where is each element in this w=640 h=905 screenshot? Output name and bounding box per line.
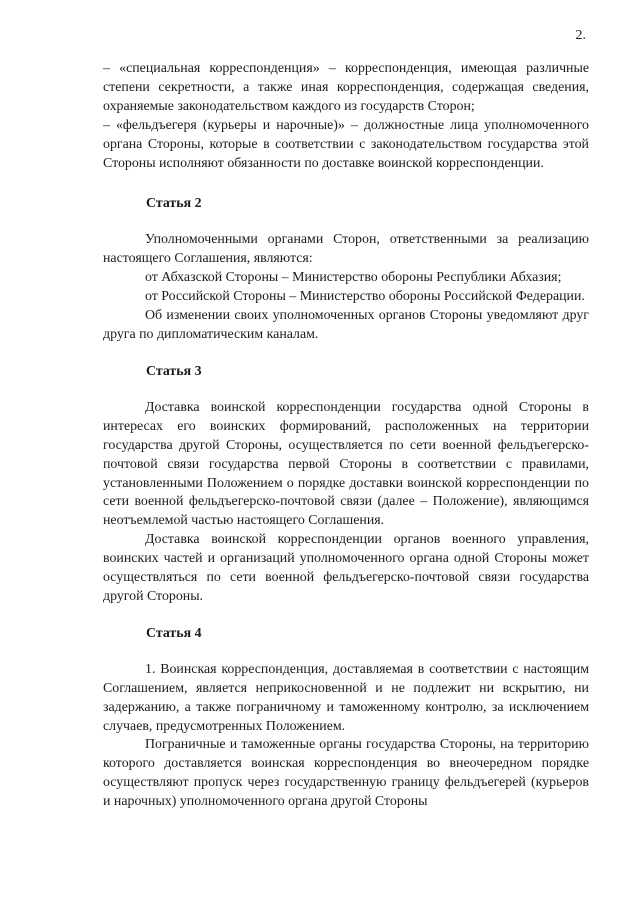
article-4-heading: Статья 4 <box>146 625 202 641</box>
document-body <box>103 60 589 812</box>
definition-special-correspondence: – «специальная корреспонденция» – корреспонденция, имеющая различные степени секретности, а также иная корреспонденция, содержащая сведения, охраняемые законодательством каждого из государств Сторон; <box>103 61 589 114</box>
article-4-paragraph: 1. Воинская корреспонденция, доставляемая в соответствии с настоящим Соглашением, является неприкосновенной и не подлежит ни вскрытию, ни задержанию, а также пограничному и таможенному контролю, за исключением случаев, предусмотренных Положением. <box>103 661 589 734</box>
definition-couriers: – «фельдъегеря (курьеры и нарочные)» – должностные лица уполномоченного органа Стороны, которые в соответствии с законодательством государства этой Стороны исполняют обязанности по доставке воинской корреспонденции. <box>103 117 589 171</box>
article-3-paragraph: Доставка воинской корреспонденции государства одной Стороны в интересах его воинских формирований, расположенных на территории государства другой Стороны, осуществляется по сети военной фельдъегерско-почтовой связи государства первой Стороны в соответствии с правилами, установленными Положением о порядке доставки воинской корреспонденции по сети военной фельдъегерско-почтовой связи (далее – Положение), являющимся неотъемлемой частью настоящего Соглашения. <box>103 399 589 529</box>
article-3-paragraph: Доставка воинской корреспонденции органов военного управления, воинских частей и организаций уполномоченного органа одной Стороны может осуществляться по сети военной фельдъегерско-почтовой связи государства другой Стороны. <box>103 532 589 604</box>
article-2-paragraph: Об изменении своих уполномоченных органов Стороны уведомляют друг друга по дипломатическим каналам. <box>103 308 589 342</box>
article-2-heading: Статья 2 <box>146 196 202 212</box>
article-2-paragraph: от Абхазской Стороны – Министерство обороны Республики Абхазия; <box>145 270 562 286</box>
article-4-paragraph: Пограничные и таможенные органы государства Стороны, на территорию которого доставляется воинская корреспонденция во внеочередном порядке осуществляют пропуск через государственную границу фельдъегерей (курьеров и нарочных) уполномоченного органа другой Стороны <box>103 737 589 810</box>
article-3-heading: Статья 3 <box>146 363 202 379</box>
article-2-paragraph: Уполномоченными органами Сторон, ответственными за реализацию настоящего Соглашения, являются: <box>103 232 589 267</box>
article-2-paragraph: от Российской Стороны – Министерство обороны Российской Федерации. <box>145 289 585 305</box>
page-number: 2. <box>575 28 586 43</box>
